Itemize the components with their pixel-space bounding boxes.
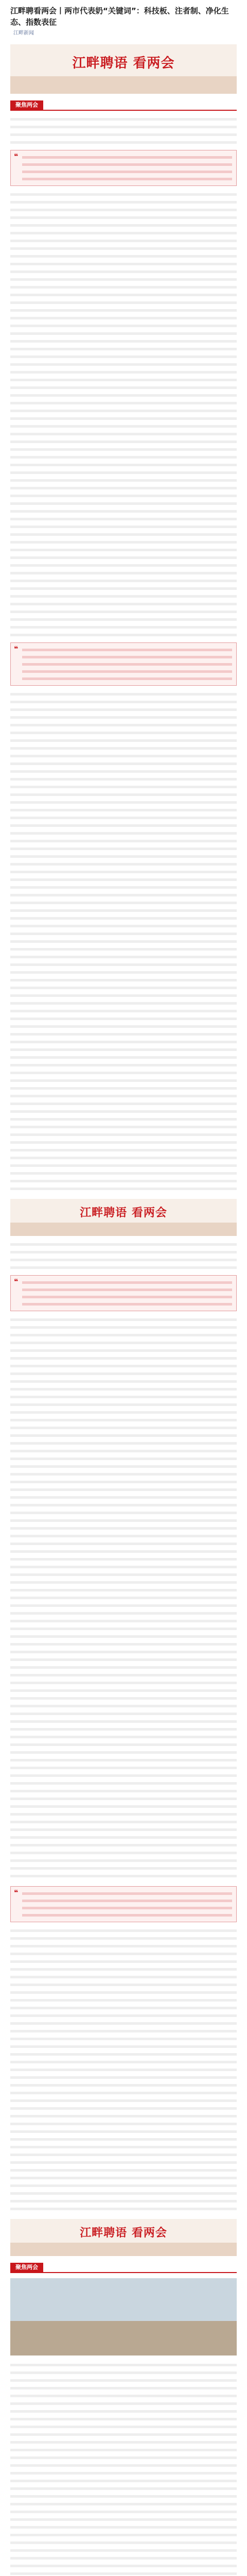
mid-banner	[10, 2219, 237, 2256]
article-meta	[10, 30, 237, 37]
banner-wordmark: 江畔聘语 看两会	[80, 1206, 167, 1219]
photo-ground	[10, 2321, 237, 2356]
body-text-block	[10, 190, 237, 638]
callout-text-lines	[22, 154, 232, 182]
banner-band	[10, 76, 237, 94]
mid-banner	[10, 1199, 237, 1236]
article-title: 江畔聘看两会丨两市代表奶“关键词”：科技板、注者制、净化生态、指数表征	[10, 6, 229, 27]
top-banner	[10, 44, 237, 94]
body-text-block	[10, 690, 237, 1195]
source-link[interactable]: 江畔新闻	[13, 30, 34, 36]
section-divider	[10, 110, 237, 111]
callout-box	[10, 150, 237, 186]
section-tag	[10, 2261, 237, 2272]
article-header	[0, 0, 247, 40]
section-tag	[10, 99, 237, 110]
quote-icon: ❝	[14, 1889, 19, 1897]
section-tag-label: 聚焦两会	[10, 2263, 43, 2272]
callout-box	[10, 1275, 237, 1311]
banner-band	[10, 2243, 237, 2256]
quote-icon: ❝	[14, 1278, 19, 1286]
callout-text-lines	[22, 1890, 232, 1919]
banner-wordmark: 江畔聘语 看两会	[72, 56, 175, 71]
body-text-block	[10, 1240, 237, 1271]
quote-icon: ❝	[14, 645, 19, 653]
section-tag-label: 聚焦两会	[10, 100, 43, 110]
body-text-block	[10, 1315, 237, 1882]
section-divider	[10, 2272, 237, 2273]
photo-sky	[10, 2278, 237, 2321]
banner-wordmark: 江畔聘语 看两会	[80, 2226, 167, 2240]
quote-icon: ❝	[14, 152, 19, 161]
body-text-block	[10, 2361, 237, 2576]
article-photo	[10, 2278, 237, 2355]
body-text-block	[10, 115, 237, 146]
callout-text-lines	[22, 1279, 232, 1308]
body-text-block	[10, 1926, 237, 2215]
callout-box	[10, 642, 237, 686]
banner-band	[10, 1223, 237, 1236]
callout-box	[10, 1886, 237, 1922]
callout-text-lines	[22, 646, 232, 682]
